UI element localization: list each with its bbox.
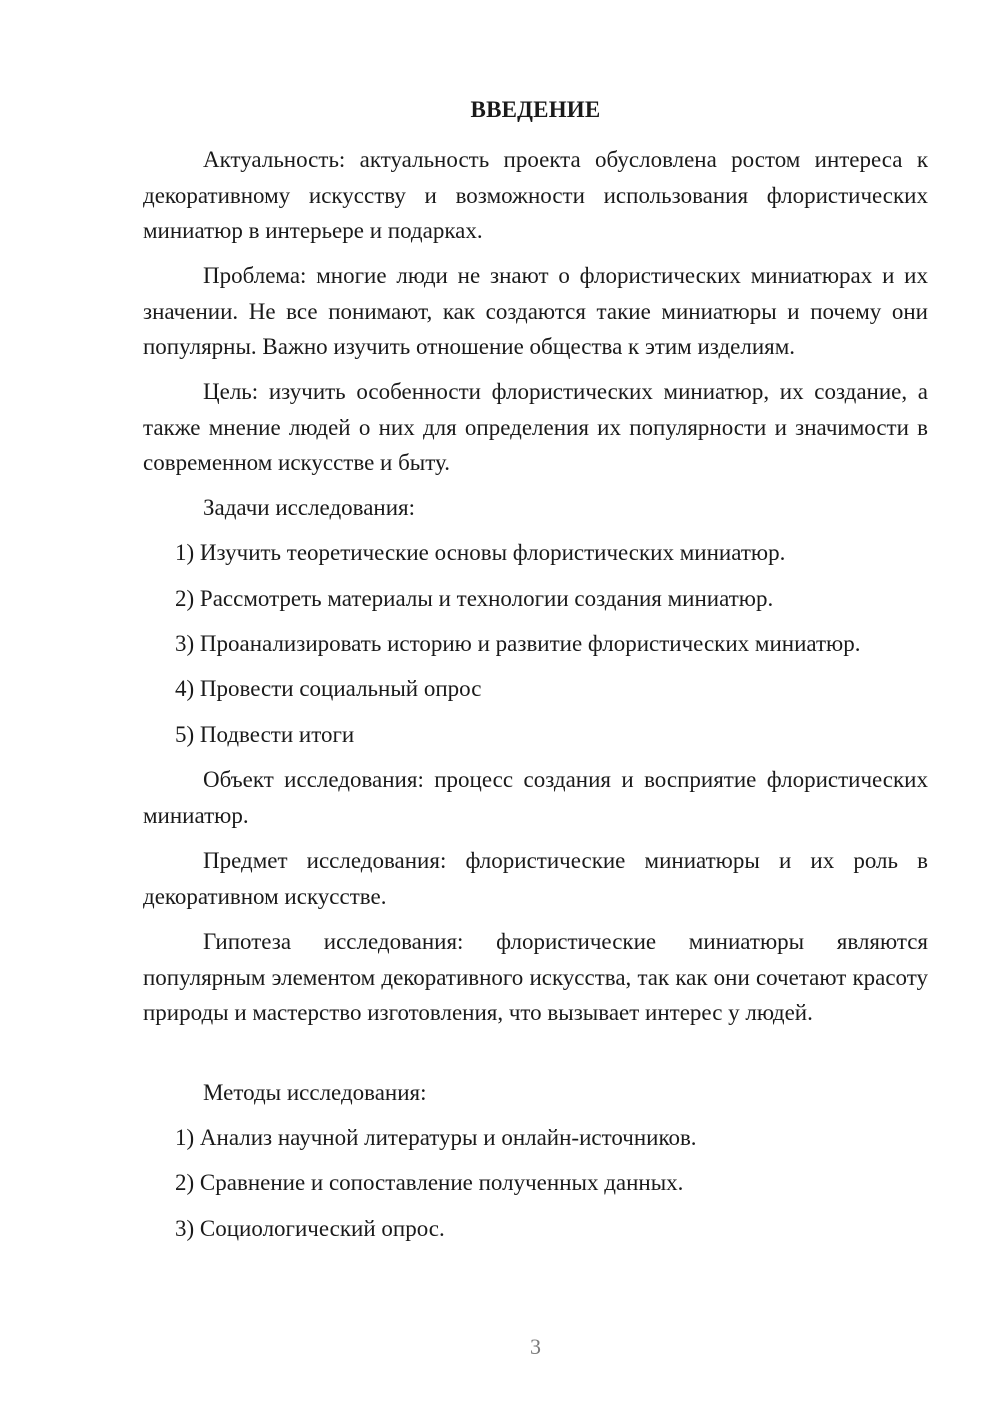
object-paragraph: Объект исследования: процесс создания и восприятие флористических миниатюр. <box>143 767 928 828</box>
method-item-1: 1) Анализ научной литературы и онлайн-источников. <box>175 1125 697 1150</box>
method-item-2: 2) Сравнение и сопоставление полученных данных. <box>175 1170 684 1195</box>
relevance-paragraph: Актуальность: актуальность проекта обусловлена ростом интереса к декоративному искусству и возможности использования флористических миниатюр в интерьере и подарках. <box>143 147 928 243</box>
task-item-2: 2) Рассмотреть материалы и технологии создания миниатюр. <box>175 586 774 611</box>
problem-paragraph: Проблема: многие люди не знают о флористических миниатюрах и их значении. Не все понимают, как создаются такие миниатюры и почему они популярны. Важно изучить отношение общества к этим изделиям. <box>143 263 928 359</box>
method-item-3: 3) Социологический опрос. <box>175 1216 445 1241</box>
subject-paragraph: Предмет исследования: флористические миниатюры и их роль в декоративном искусстве. <box>143 848 928 909</box>
page-number: 3 <box>530 1334 541 1359</box>
hypothesis-paragraph: Гипотеза исследования: флористические миниатюры являются популярным элементом декоративного искусства, так как они сочетают красоту природы и мастерство изготовления, что вызывает интерес у людей. <box>143 929 928 1025</box>
document-page <box>143 0 928 1414</box>
goal-paragraph: Цель: изучить особенности флористических миниатюр, их создание, а также мнение людей о них для определения их популярности и значимости в современном искусстве и быту. <box>143 379 928 475</box>
methods-heading: Методы исследования: <box>203 1080 427 1105</box>
task-item-3: 3) Проанализировать историю и развитие флористических миниатюр. <box>175 631 861 656</box>
page-title: ВВЕДЕНИЕ <box>470 97 601 122</box>
task-item-4: 4) Провести социальный опрос <box>175 676 482 701</box>
task-item-5: 5) Подвести итоги <box>175 722 355 747</box>
task-item-1: 1) Изучить теоретические основы флористических миниатюр. <box>175 540 786 565</box>
tasks-heading: Задачи исследования: <box>203 495 416 520</box>
